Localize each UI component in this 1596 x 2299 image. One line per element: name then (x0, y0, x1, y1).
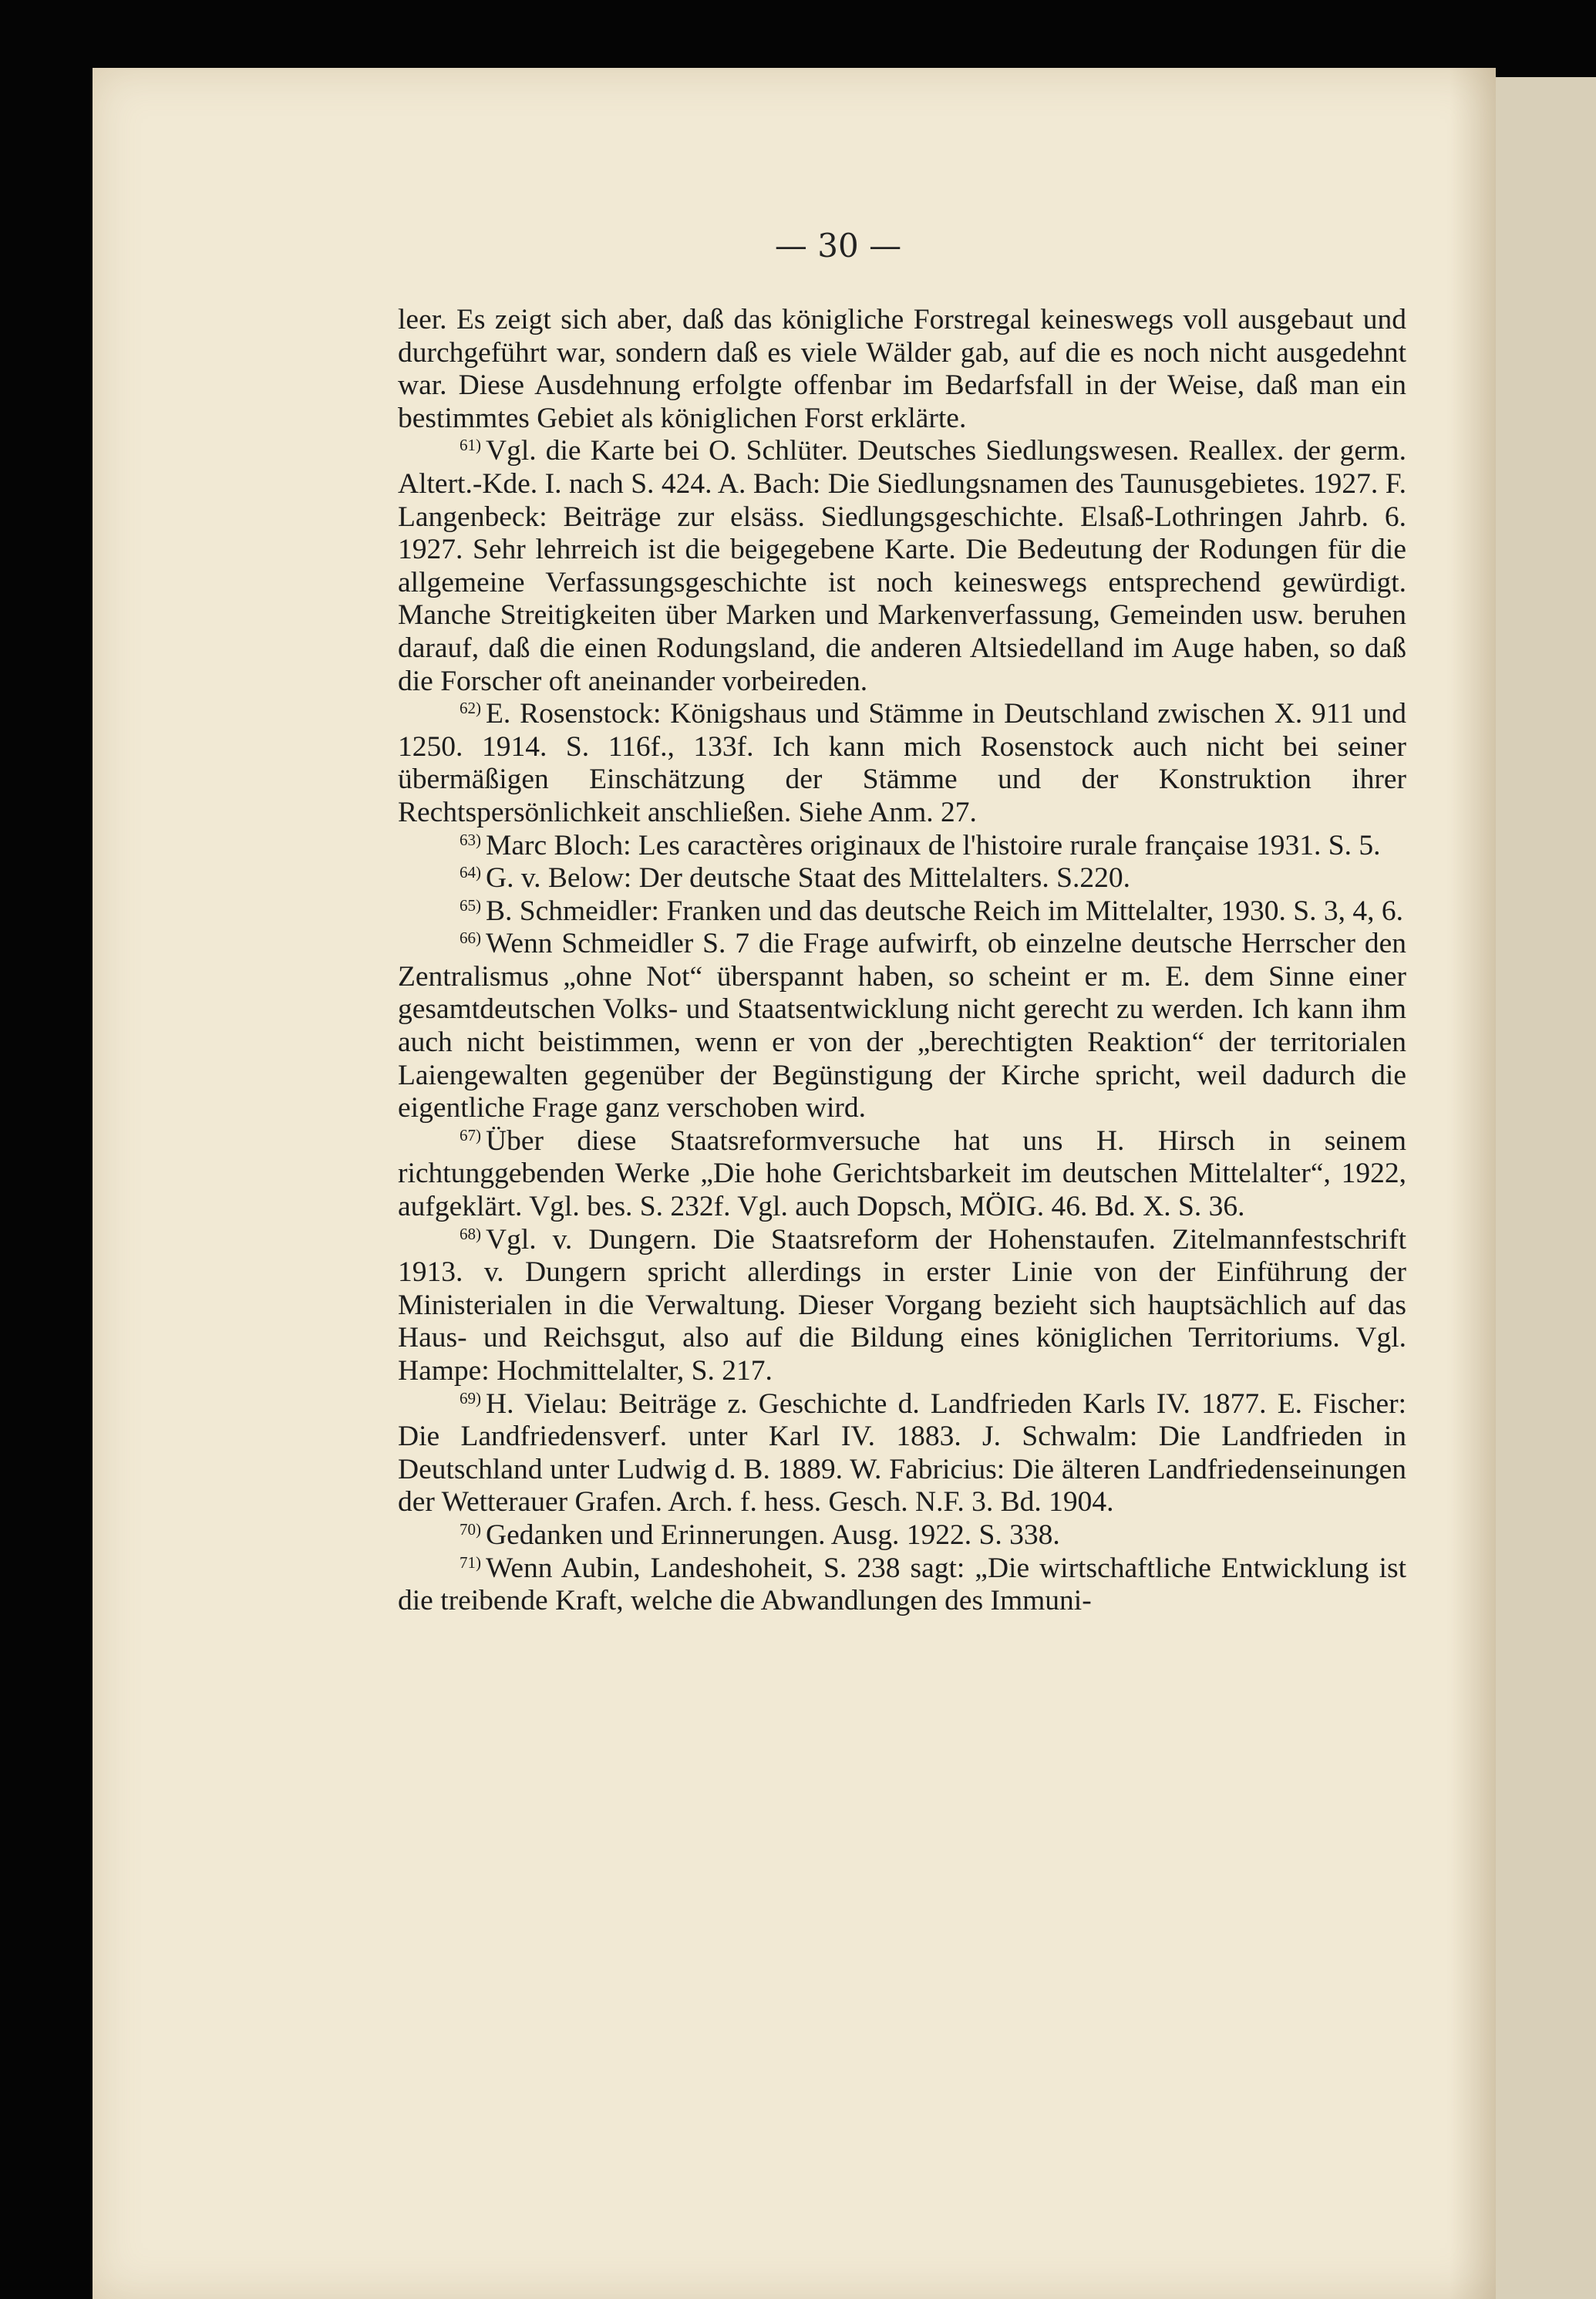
footnote-text: G. v. Below: Der deutsche Staat des Mittelalters. S.220. (486, 862, 1130, 895)
footnote-number: 64) (460, 863, 481, 882)
footnote-text: Über diese Staatsreformversuche hat uns H. Hirsch in seinem richtunggebenden Werke „Die hohe Gerichtsbarkeit im deutschen Mittelalter“, 1922, aufgeklärt. Vgl. bes. S. 232f. Vgl. auch Dopsch, MÖIG. 46. Bd. X. S. 36. (398, 1124, 1406, 1223)
footnote-text: Wenn Aubin, Landeshoheit, S. 238 sagt: „Die wirtschaftliche Entwicklung ist die treibende Kraft, welche die Abwandlungen des Immuni- (398, 1552, 1406, 1617)
footnote-text: Marc Bloch: Les caractères originaux de l'histoire rurale française 1931. S. 5. (486, 829, 1381, 861)
footnote-text: Gedanken und Erinnerungen. Ausg. 1922. S. 338. (486, 1519, 1060, 1551)
footnote-64 (398, 862, 1406, 895)
footnote-number: 66) (460, 929, 481, 948)
footnote-68 (398, 1224, 1406, 1388)
footnote-text: H. Vielau: Beiträge z. Geschichte d. Landfrieden Karls IV. 1877. E. Fischer: Die Landfriedensverf. unter Karl IV. 1883. J. Schwalm: Die Landfrieden in Deutschland unter Ludwig d. B. 1889. W. Fabricius: Die älteren Landfriedenseinungen der Wetterauer Grafen. Arch. f. hess. Gesch. N.F. 3. Bd. 1904. (398, 1387, 1406, 1519)
footnote-text: Wenn Schmeidler S. 7 die Frage aufwirft, ob einzelne deutsche Herrscher den Zentralismus „ohne Not“ überspannt haben, so scheint er m. E. dem Sinne einer gesamtdeutschen Volks- und Staatsentwicklung nicht gerecht zu werden. Ich kann ihm auch nicht beistimmen, wenn er von der „berechtigten Reaktion“ der territorialen Laiengewalten gegenüber der Begünstigung der Kirche spricht, weil dadurch die eigentliche Frage ganz verschoben wird. (398, 928, 1406, 1124)
footnote-text: E. Rosenstock: Königshaus und Stämme in Deutschland zwischen X. 911 und 1250. 1914. S. 116f., 133f. Ich kann mich Rosenstock auch nicht bei seiner übermäßigen Einschätzung der Stämme und der Konstruktion ihrer Rechtspersönlichkeit anschließen. Siehe Anm. 27. (398, 698, 1406, 828)
footnote-number: 62) (460, 699, 481, 718)
intro-paragraph: leer. Es zeigt sich aber, daß das königliche Forstregal keineswegs voll ausgebaut und durchgeführt war, sondern daß es viele Wälder gab, auf die es noch nicht ausgedehnt war. Diese Ausdehnung erfolgte offenbar im Bedarfsfall in der Weise, daß man ein bestimmtes Gebiet als königlichen Forst erklärte. (398, 304, 1406, 434)
page-number: — 30 — (774, 227, 902, 265)
footnote-67 (398, 1125, 1406, 1224)
footnote-61 (398, 435, 1406, 698)
footnote-text: Vgl. die Karte bei O. Schlüter. Deutsches Siedlungswesen. Reallex. der germ. Altert.-Kde. I. nach S. 424. A. Bach: Die Siedlungsnamen des Taunusgebietes. 1927. F. Langenbeck: Beiträge zur elsäss. Siedlungsgeschichte. Elsaß-Lothringen Jahrb. 6. 1927. Sehr lehrreich ist die beigegebene Karte. Die Bedeutung der Rodungen für die allgemeine Verfassungsgeschichte ist noch keineswegs entsprechend gewürdigt. Manche Streitigkeiten über Marken und Markenverfassung, Gemeinden usw. beruhen darauf, daß die einen Rodungsland, die anderen Altsiedelland im Auge haben, so daß die Forscher oft aneinander vorbeireden. (398, 435, 1406, 697)
footnote-number: 63) (460, 830, 481, 849)
footnote-number: 67) (460, 1125, 481, 1144)
footnote-63 (398, 830, 1406, 863)
scan-background-edge (1490, 77, 1596, 2299)
footnote-65 (398, 895, 1406, 929)
footnote-number: 68) (460, 1224, 481, 1243)
page-text (398, 304, 1406, 1618)
footnote-69 (398, 1388, 1406, 1519)
footnote-62 (398, 698, 1406, 829)
footnote-number: 70) (460, 1519, 481, 1539)
footnote-66 (398, 928, 1406, 1125)
footnote-number: 65) (460, 895, 481, 915)
footnote-text: B. Schmeidler: Franken und das deutsche Reich im Mittelalter, 1930. S. 3, 4, 6. (486, 895, 1403, 927)
footnote-number: 71) (460, 1552, 481, 1572)
footnote-70 (398, 1519, 1406, 1552)
footnote-71 (398, 1552, 1406, 1618)
footnote-number: 69) (460, 1388, 481, 1407)
footnote-text: Vgl. v. Dungern. Die Staatsreform der Hohenstaufen. Zitelmannfestschrift 1913. v. Dungern spricht allerdings in erster Linie von der Einführung der Ministerialen in die Verwaltung. Dieser Vorgang bezieht sich hauptsächlich auf das Haus- und Reichsgut, also auf die Bildung eines königlichen Territoriums. Vgl. Hampe: Hochmittelalter, S. 217. (398, 1223, 1406, 1387)
footnote-number: 61) (460, 436, 481, 455)
